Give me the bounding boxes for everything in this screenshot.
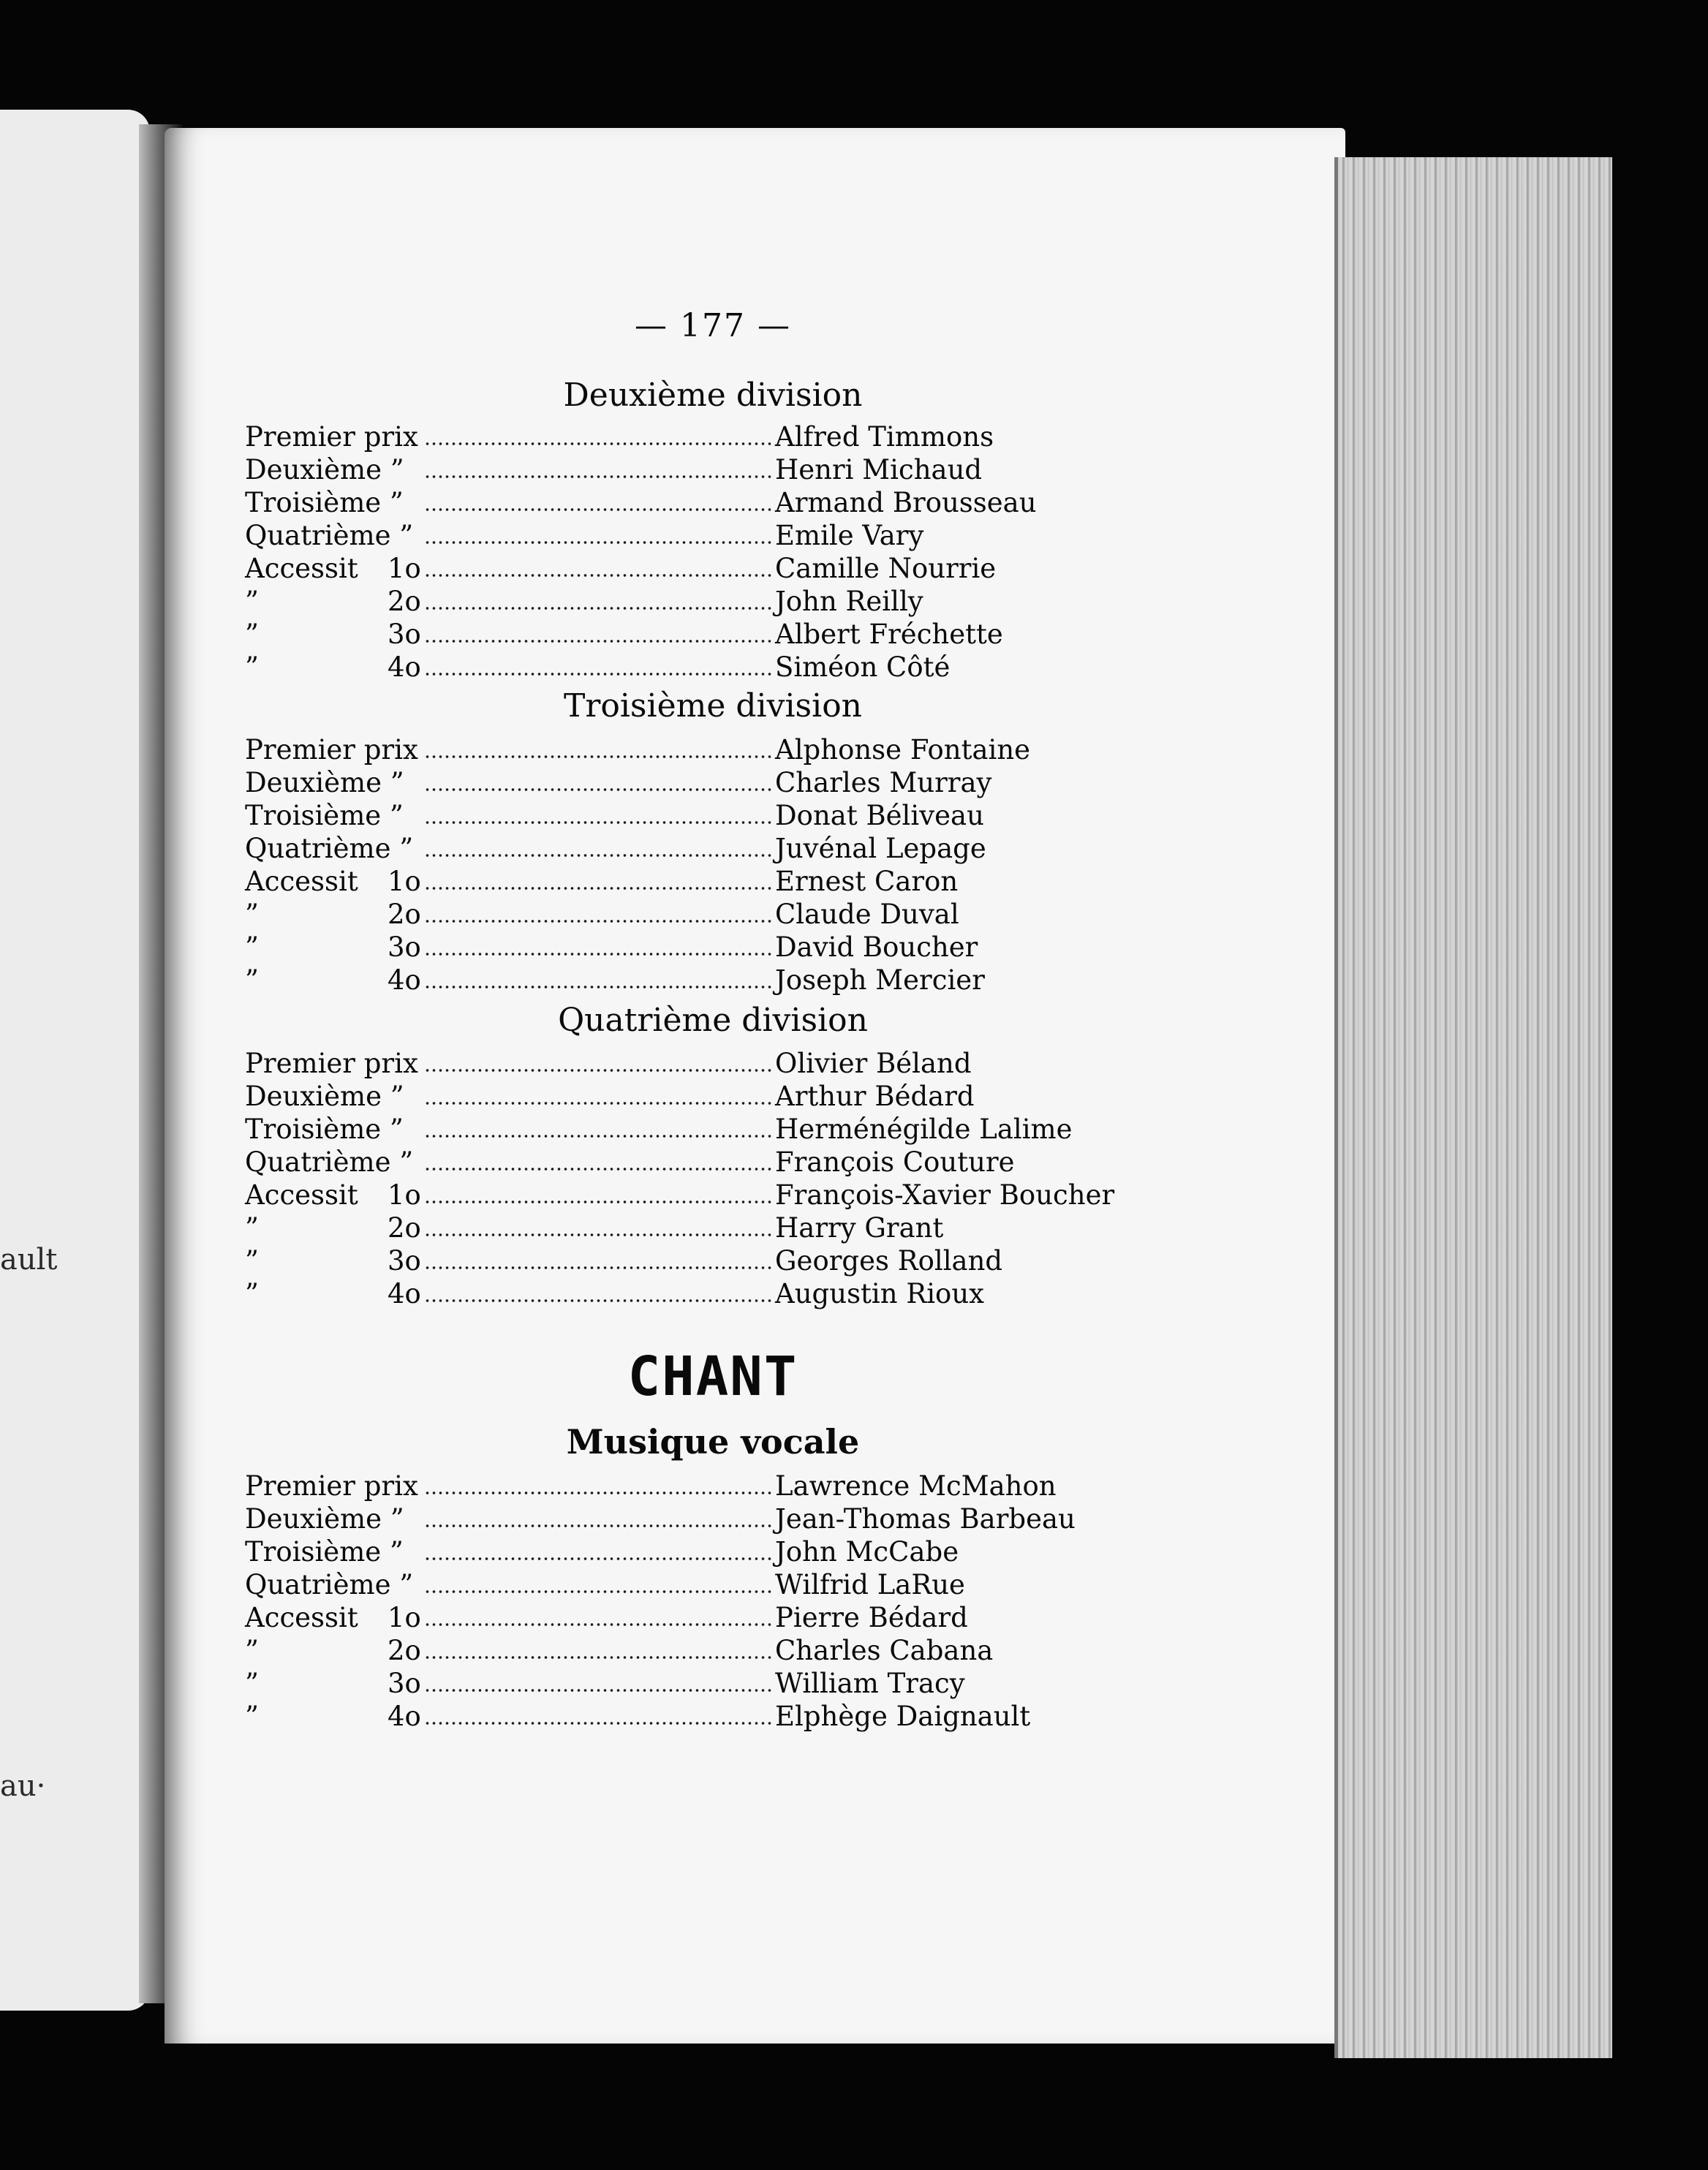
dot-leader (424, 475, 774, 478)
dot-leader (424, 508, 774, 511)
prize-row (245, 651, 1195, 684)
prize-label: Quatrième ” (245, 1569, 414, 1600)
dot-leader (424, 640, 774, 643)
winner-name: Wilfrid LaRue (775, 1569, 965, 1600)
dot-leader (424, 541, 774, 544)
accessit-rank: 3o (388, 1245, 421, 1277)
accessit-rank: 2o (388, 1635, 421, 1666)
prize-row (245, 1277, 1195, 1311)
prize-label: ” (245, 619, 259, 650)
dot-leader (424, 953, 774, 956)
winner-name: Claude Duval (775, 899, 959, 930)
winner-name: Charles Cabana (775, 1635, 994, 1666)
prize-row (245, 898, 1195, 931)
winner-name: Arthur Bédard (775, 1081, 975, 1112)
dot-leader (424, 854, 774, 857)
section-heading: Musique vocale (566, 1422, 860, 1462)
accessit-rank: 2o (388, 1212, 421, 1244)
prize-row (245, 1146, 1195, 1179)
prize-label: Deuxième ” (245, 767, 404, 798)
dot-leader (424, 1524, 774, 1527)
section-heading: Quatrième division (558, 1002, 868, 1039)
dot-leader (424, 887, 774, 890)
winner-name: Herménégilde Lalime (775, 1114, 1073, 1145)
prize-row (245, 733, 1195, 767)
winner-name: Georges Rolland (775, 1245, 1003, 1277)
dot-leader (424, 821, 774, 824)
prize-row (245, 1601, 1195, 1635)
prize-label: Troisième ” (245, 1114, 404, 1145)
prize-label: ” (245, 1212, 259, 1244)
prize-label: Quatrième ” (245, 833, 414, 864)
prize-label: Quatrième ” (245, 1146, 414, 1178)
dot-leader (424, 1623, 774, 1626)
chant-title: CHANT (627, 1345, 798, 1408)
prize-row (245, 865, 1195, 899)
winner-name: Olivier Béland (775, 1048, 972, 1079)
prize-row (245, 1080, 1195, 1114)
dot-leader (424, 1656, 774, 1659)
winner-name: Henri Michaud (775, 454, 983, 485)
prize-label: Accessit (245, 866, 358, 897)
left-page-edge (0, 110, 150, 2011)
prize-row (245, 453, 1195, 487)
dot-leader (424, 1201, 774, 1203)
prize-row (245, 519, 1195, 553)
winner-name: Jean-Thomas Barbeau (775, 1503, 1076, 1535)
dot-leader (424, 1557, 774, 1560)
prize-row (245, 1470, 1195, 1503)
dot-leader (424, 1069, 774, 1072)
winner-name: Lawrence McMahon (775, 1470, 1057, 1502)
prize-row (245, 618, 1195, 651)
winner-name: Albert Fréchette (775, 619, 1003, 650)
dot-leader (424, 1135, 774, 1138)
prize-label: Premier prix (245, 1048, 418, 1079)
prize-row (245, 766, 1195, 800)
dot-leader (424, 574, 774, 577)
book-page-stack-edge (1338, 157, 1612, 2058)
prize-label: Accessit (245, 553, 358, 584)
winner-name: François-Xavier Boucher (775, 1179, 1115, 1211)
dot-leader (424, 920, 774, 923)
accessit-rank: 1o (388, 553, 421, 584)
accessit-rank: 3o (388, 931, 421, 963)
winner-name: Siméon Côté (775, 651, 951, 683)
winner-name: Armand Brousseau (775, 487, 1037, 518)
dot-leader (424, 1722, 774, 1725)
prize-row (245, 585, 1195, 619)
prize-label: ” (245, 1635, 259, 1666)
prize-row (245, 1700, 1195, 1734)
prize-row (245, 1535, 1195, 1569)
winner-name: Ernest Caron (775, 866, 959, 897)
dot-leader (424, 607, 774, 610)
prize-row (245, 486, 1195, 520)
prize-label: Quatrième ” (245, 520, 414, 551)
left-page-text-fragment: au· (0, 1769, 46, 1803)
dot-leader (424, 442, 774, 445)
prize-row (245, 832, 1195, 866)
winner-name: John Reilly (775, 586, 923, 617)
dot-leader (424, 1689, 774, 1692)
prize-label: ” (245, 651, 259, 683)
dot-leader (424, 1168, 774, 1171)
winner-name: David Boucher (775, 931, 978, 963)
prize-label: Accessit (245, 1179, 358, 1211)
accessit-rank: 1o (388, 1179, 421, 1211)
dot-leader (424, 1102, 774, 1105)
prize-row (245, 420, 1195, 454)
prize-label: Premier prix (245, 1470, 418, 1502)
accessit-rank: 3o (388, 619, 421, 650)
prize-label: Accessit (245, 1602, 358, 1633)
prize-row (245, 964, 1195, 997)
accessit-rank: 4o (388, 964, 421, 996)
prize-row (245, 552, 1195, 586)
winner-name: Alfred Timmons (775, 421, 994, 453)
dot-leader (424, 1266, 774, 1269)
dot-leader (424, 1590, 774, 1593)
winner-name: Pierre Bédard (775, 1602, 968, 1633)
prize-label: ” (245, 899, 259, 930)
prize-label: ” (245, 1668, 259, 1699)
prize-row (245, 1634, 1195, 1668)
winner-name: Elphège Daignault (775, 1701, 1031, 1732)
accessit-rank: 4o (388, 651, 421, 683)
section-heading: Troisième division (563, 687, 863, 725)
prize-row (245, 799, 1195, 833)
accessit-rank: 4o (388, 1701, 421, 1732)
prize-row (245, 1047, 1195, 1081)
prize-label: Deuxième ” (245, 1503, 404, 1535)
prize-row (245, 1568, 1195, 1602)
winner-name: Emile Vary (775, 520, 924, 551)
winner-name: Joseph Mercier (775, 964, 985, 996)
winner-name: Donat Béliveau (775, 800, 984, 831)
prize-label: ” (245, 1245, 259, 1277)
prize-label: ” (245, 964, 259, 996)
left-page-text-fragment: ault (0, 1243, 58, 1277)
winner-name: François Couture (775, 1146, 1015, 1178)
prize-label: Premier prix (245, 734, 418, 765)
winner-name: Alphonse Fontaine (775, 734, 1031, 765)
prize-row (245, 1667, 1195, 1701)
dot-leader (424, 788, 774, 791)
prize-label: Deuxième ” (245, 1081, 404, 1112)
winner-name: Juvénal Lepage (775, 833, 986, 864)
accessit-rank: 3o (388, 1668, 421, 1699)
accessit-rank: 4o (388, 1278, 421, 1309)
prize-row (245, 1113, 1195, 1146)
section-heading: Deuxième division (563, 377, 863, 414)
dot-leader (424, 986, 774, 988)
prize-label: Troisième ” (245, 487, 404, 518)
winner-name: John McCabe (775, 1536, 959, 1568)
prize-row (245, 1179, 1195, 1212)
accessit-rank: 2o (388, 586, 421, 617)
dot-leader (424, 755, 774, 758)
winner-name: William Tracy (775, 1668, 965, 1699)
prize-row (245, 1502, 1195, 1536)
accessit-rank: 1o (388, 1602, 421, 1633)
prize-label: Troisième ” (245, 800, 404, 831)
prize-label: Premier prix (245, 421, 418, 453)
page-number: — 177 — (635, 307, 791, 344)
prize-label: Troisième ” (245, 1536, 404, 1568)
prize-label: ” (245, 1701, 259, 1732)
prize-row (245, 1244, 1195, 1278)
accessit-rank: 1o (388, 866, 421, 897)
winner-name: Augustin Rioux (775, 1278, 985, 1309)
prize-label: ” (245, 586, 259, 617)
prize-label: ” (245, 931, 259, 963)
dot-leader (424, 1299, 774, 1302)
accessit-rank: 2o (388, 899, 421, 930)
winner-name: Camille Nourrie (775, 553, 997, 584)
prize-row (245, 931, 1195, 964)
prize-label: ” (245, 1278, 259, 1309)
winner-name: Charles Murray (775, 767, 992, 798)
winner-name: Harry Grant (775, 1212, 944, 1244)
dot-leader (424, 1233, 774, 1236)
dot-leader (424, 1492, 774, 1494)
prize-row (245, 1211, 1195, 1245)
prize-label: Deuxième ” (245, 454, 404, 485)
dot-leader (424, 673, 774, 676)
